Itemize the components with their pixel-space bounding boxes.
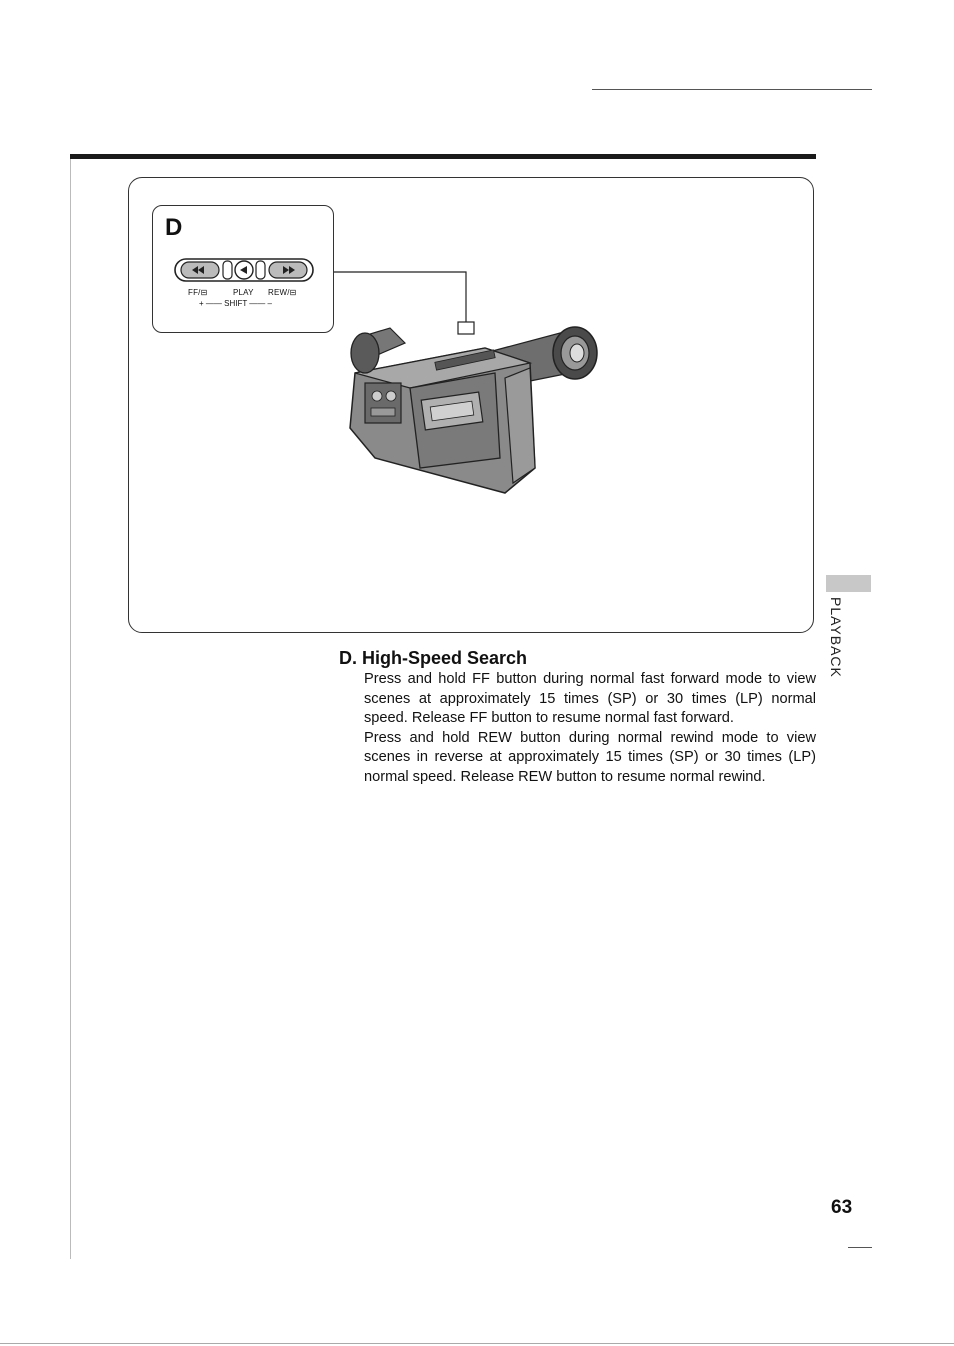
paragraph: Press and hold FF button during normal fast forward mode to view scenes at approximately 15 times (SP) or 30 times (LP) normal speed. Release FF button to resume normal fast forward. [364, 671, 816, 726]
bottom-edge-rule [0, 1343, 954, 1344]
section-tab-label: PLAYBACK [828, 597, 844, 678]
button-inset [152, 205, 334, 333]
section-body [364, 670, 816, 787]
header-rule [70, 154, 816, 159]
top-right-rule [592, 89, 872, 90]
shift-label: + —— SHIFT —— – [199, 299, 272, 308]
camcorder-illustration [335, 318, 605, 498]
play-label: PLAY [233, 288, 254, 297]
paragraph: Press and hold REW button during normal rewind mode to view scenes in reverse at approximately 15 times (SP) or 30 times (LP) normal speed. Release REW button to resume normal rewind. [364, 729, 816, 785]
inset-letter: D [165, 214, 183, 241]
rew-label: REW/⊟ [268, 288, 297, 297]
ff-label: FF/⊟ [188, 288, 208, 297]
play-button-icon [235, 261, 253, 279]
bottom-right-rule [848, 1247, 872, 1248]
section-heading: D. High-Speed Search [339, 648, 528, 668]
fast-forward-button-icon [269, 262, 307, 278]
section-tab-marker [826, 575, 871, 592]
rewind-button-icon [181, 262, 219, 278]
transport-buttons [173, 256, 315, 284]
page-number: 63 [831, 1197, 853, 1218]
left-margin-rule [70, 159, 71, 1259]
